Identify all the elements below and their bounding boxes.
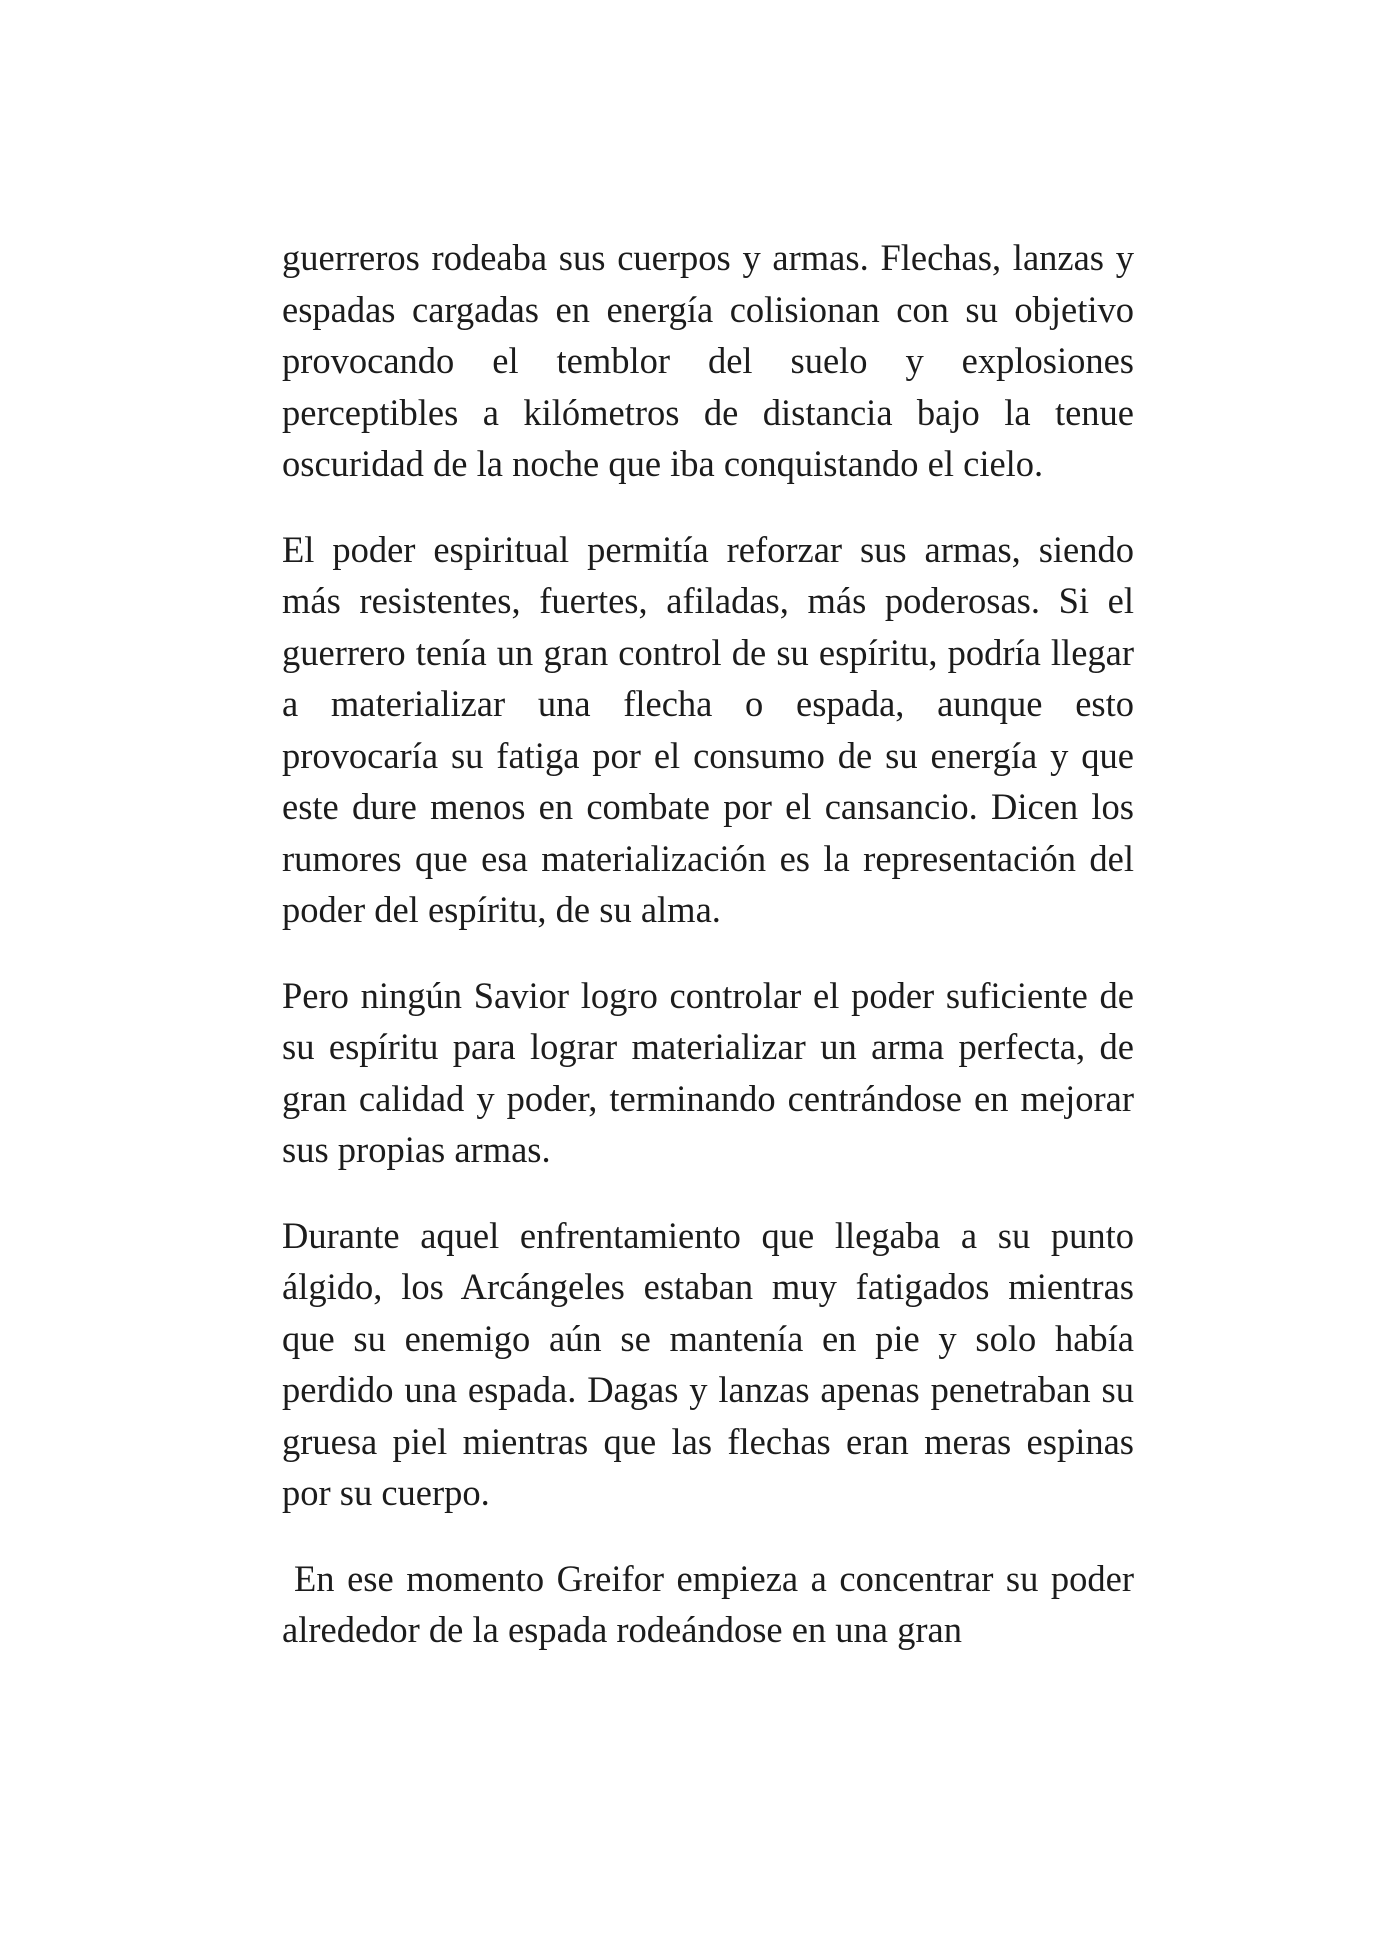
paragraph-4: Durante aquel enfrentamiento que llegaba a su punto álgido, los Arcángeles estaban muy fatigados mientras que su enemigo aún se mantenía en pie y solo había perdido una espada. Dagas y lanzas apenas penetraban su gruesa piel mientras que las flechas eran meras espinas por su cuerpo.: [282, 1214, 1134, 1513]
paragraph-2: El poder espiritual permitía reforzar sus armas, siendo más resistentes, fuertes, afiladas, más poderosas. Si el guerrero tenía un gran control de su espíritu, podría llegar a materializar una flecha o espada, aunque esto provocaría su fatiga por el consumo de su energía y que este dure menos en combate por el cansancio. Dicen los rumores que esa materialización es la representación del poder del espíritu, de su alma.: [282, 528, 1134, 930]
paragraph-1: guerreros rodeaba sus cuerpos y armas. Flechas, lanzas y espadas cargadas en energía colisionan con su objetivo provocando el temblor del suelo y explosiones perceptibles a kilómetros de distancia bajo la tenue oscuridad de la noche que iba conquistando el cielo.: [282, 237, 1134, 484]
paragraph-3: Pero ningún Savior logro controlar el poder suficiente de su espíritu para lograr materializar un arma perfecta, de gran calidad y poder, terminando centrándose en mejorar sus propias armas.: [282, 974, 1134, 1170]
page-body-text: [282, 232, 1134, 1690]
paragraph-5: En ese momento Greifor empieza a concentrar su poder alrededor de la espada rodeándose en una gran: [282, 1557, 1134, 1650]
